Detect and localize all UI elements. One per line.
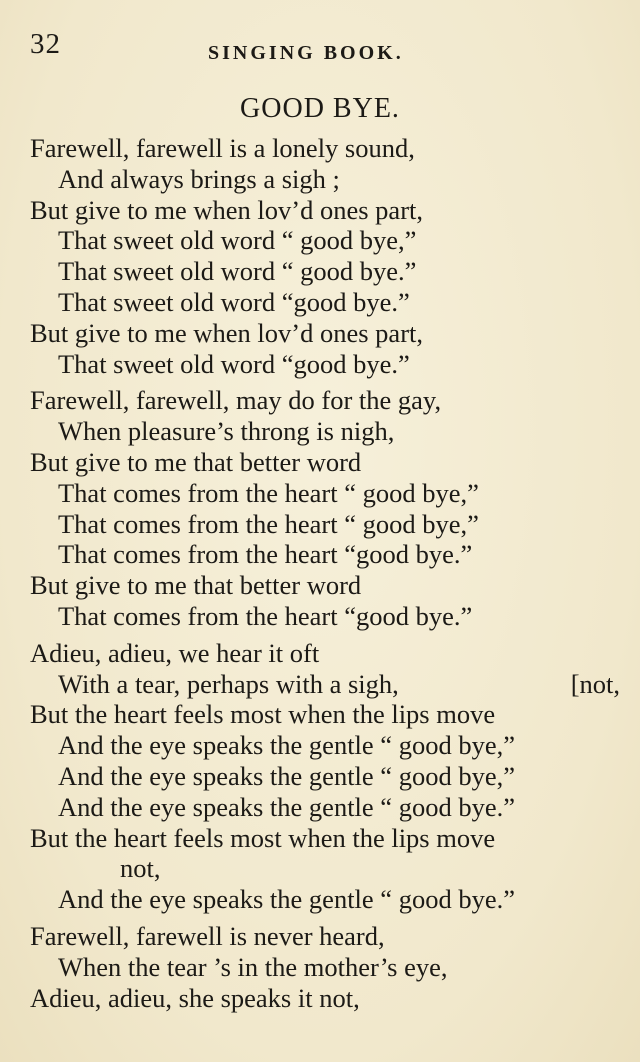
poem-line: That comes from the heart “good bye.” [58,600,473,631]
poem-line: That sweet old word “ good bye.” [58,256,417,287]
poem-line: But give to me when lov’d ones part, [30,317,424,348]
poem-line: And always brings a sigh ; [58,163,340,194]
poem-line-text: With a tear, perhaps with a sigh, [58,668,399,699]
poem-line: not, [120,853,161,884]
poem-line [30,669,620,700]
poem-body [30,133,620,1019]
poem-line: But the heart feels most when the lips move [30,699,496,730]
poem-line: When pleasure’s throng is nigh, [58,416,395,447]
poem-line: And the eye speaks the gentle “ good bye.” [58,884,515,915]
poem-line: And the eye speaks the gentle “ good bye,” [58,730,515,761]
poem-line: That comes from the heart “good bye.” [58,539,473,570]
poem-line: That sweet old word “good bye.” [58,286,410,317]
poem-line: Adieu, adieu, we hear it oft [30,637,320,668]
running-head: SINGING BOOK. [208,42,404,64]
poem-line: But give to me when lov’d ones part, [30,194,424,225]
poem-line: But give to me that better word [30,570,362,601]
page-header [30,28,610,68]
page-number: 32 [30,28,61,60]
stanza-4 [30,921,620,1013]
poem-line: That comes from the heart “ good bye,” [58,508,479,539]
poem-line: That sweet old word “ good bye,” [58,225,417,256]
poem-title: GOOD BYE. [240,93,400,124]
poem-line: And the eye speaks the gentle “ good bye.” [58,791,515,822]
poem-line: Farewell, farewell is a lonely sound, [30,133,415,163]
stanza-2 [30,385,620,631]
stanza-3 [30,638,620,915]
poem-line: That comes from the heart “ good bye,” [58,477,479,508]
poem-line: Farewell, farewell, may do for the gay, [30,385,442,416]
poem-line: Farewell, farewell is never heard, [30,920,385,951]
poem-line: Adieu, adieu, she speaks it not, [30,982,360,1013]
stanza-1 [30,133,620,379]
poem-line: But give to me that better word [30,446,362,477]
poem-line: But the heart feels most when the lips move [30,822,496,853]
poem-line: And the eye speaks the gentle “ good bye,” [58,760,515,791]
poem-line: When the tear ’s in the mother’s eye, [58,951,448,982]
poem-line: That sweet old word “good bye.” [58,348,410,379]
turnover-bracket: [not, [570,668,620,699]
